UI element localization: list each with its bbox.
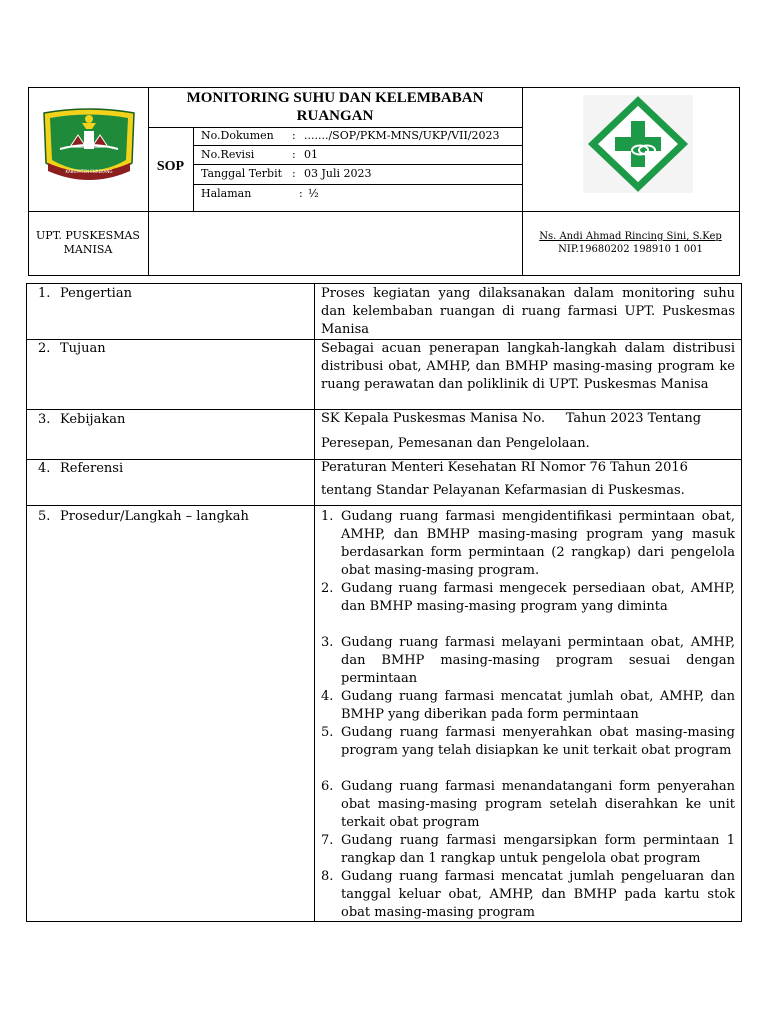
step-number: 6. — [321, 779, 334, 794]
step-text: Gudang ruang farmasi mencatat jumlah pengeluaran dan tanggal keluar obat, AMHP, dan BMHP pada kartu stok obat masing-masing program — [341, 869, 735, 920]
meta-value: ......./SOP/PKM-MNS/UKP/VII/2023 — [304, 129, 500, 142]
procedure-step — [321, 580, 735, 634]
meta-label: No.Revisi — [201, 148, 255, 161]
section-number: 4. — [38, 461, 51, 476]
step-text: Gudang ruang farmasi mengarsipkan form permintaan 1 rangkap dan 1 rangkap untuk pengelola obat program — [341, 833, 735, 866]
section-body-line-2: tentang Standar Pelayanan Kefarmasian di Puskesmas. — [321, 483, 685, 498]
section-body: Proses kegiatan yang dilaksanakan dalam monitoring suhu dan kelembaban ruangan di ruang farmasi UPT. Puskesmas Manisa — [321, 286, 735, 337]
step-text: Gudang ruang farmasi mengecek persediaan obat, AMHP, dan BMHP masing-masing program yang diminta — [341, 581, 735, 614]
org-line-1: UPT. PUSKESMAS — [36, 229, 140, 242]
step-text: Gudang ruang farmasi menyerahkan obat masing-masing program yang telah disiapkan ke unit terkait obat program — [341, 725, 735, 758]
regency-logo-caption: KABUPATEN ENREKANG — [65, 169, 113, 174]
meta-value: ½ — [308, 187, 319, 200]
section-title: Referensi — [60, 461, 124, 476]
procedure-step — [321, 688, 735, 724]
step-number: 8. — [321, 869, 334, 884]
procedure-step — [321, 868, 735, 922]
step-text: Gudang ruang farmasi mencatat jumlah obat, AMHP, dan BMHP yang diberikan pada form permintaan — [341, 689, 735, 722]
section-title: Prosedur/Langkah – langkah — [60, 509, 249, 524]
procedure-step — [321, 724, 735, 778]
sop-label: SOP — [156, 159, 185, 174]
meta-value: 03 Juli 2023 — [304, 167, 372, 180]
procedure-step — [321, 508, 735, 580]
section-title: Kebijakan — [60, 412, 126, 427]
step-number: 3. — [321, 635, 334, 650]
section-body-line-2: Peresepan, Pemesanan dan Pengelolaan. — [321, 436, 590, 451]
section-title: Tujuan — [60, 341, 106, 356]
section-number: 1. — [38, 286, 51, 301]
meta-sep: : — [292, 129, 296, 142]
title-line-1: MONITORING SUHU DAN KELEMBABAN — [186, 90, 484, 106]
section-number: 2. — [38, 341, 51, 356]
meta-label: Halaman — [201, 187, 252, 200]
document-title — [148, 89, 522, 125]
step-text: Gudang ruang farmasi menandatangani form penyerahan obat masing-masing program setelah diserahkan ke unit terkait obat program — [341, 779, 735, 830]
signatory-nip: NIP.19680202 198910 1 001 — [558, 244, 703, 255]
step-number: 4. — [321, 689, 334, 704]
signatory-name: Ns. Andi Ahmad Rincing Sini, S.Kep — [539, 231, 722, 242]
procedure-step — [321, 832, 735, 868]
procedure-step — [321, 634, 735, 688]
section-body-line-1: Peraturan Menteri Kesehatan RI Nomor 76 Tahun 2016 — [321, 460, 688, 475]
meta-label: No.Dokumen — [201, 129, 274, 142]
step-number: 5. — [321, 725, 334, 740]
step-text: Gudang ruang farmasi melayani permintaan obat, AMHP, dan BMHP masing-masing program sesuai dengan permintaan — [341, 635, 735, 686]
section-body: Sebagai acuan penerapan langkah-langkah dalam distribusi distribusi obat, AMHP, dan BMHP masing-masing program ke ruang perawatan dan poliklinik di UPT. Puskesmas Manisa — [321, 341, 735, 392]
step-number: 7. — [321, 833, 334, 848]
organization-name — [28, 229, 148, 257]
meta-sep: : — [299, 187, 303, 200]
step-text: Gudang ruang farmasi mengidentifikasi permintaan obat, AMHP, dan BMHP masing-masing program yang masuk berdasarkan form permintaan (2 rangkap) dari pengelola obat masing-masing program. — [341, 509, 735, 578]
meta-label: Tanggal Terbit — [201, 167, 283, 180]
section-title: Pengertian — [60, 286, 132, 301]
title-line-2: RUANGAN — [296, 108, 374, 124]
section-body-line-1: SK Kepala Puskesmas Manisa No. Tahun 2023 Tentang — [321, 411, 702, 426]
regency-logo — [40, 105, 138, 185]
meta-value: 01 — [304, 148, 318, 161]
meta-sep: : — [292, 148, 296, 161]
org-line-2: MANISA — [63, 243, 113, 256]
signatory — [522, 230, 739, 256]
procedure-steps — [321, 508, 735, 922]
step-number: 1. — [321, 509, 334, 524]
step-number: 2. — [321, 581, 334, 596]
section-number: 5. — [38, 509, 51, 524]
meta-sep: : — [292, 167, 296, 180]
procedure-step — [321, 778, 735, 832]
puskesmas-cross-logo — [583, 95, 693, 193]
section-number: 3. — [38, 412, 51, 427]
